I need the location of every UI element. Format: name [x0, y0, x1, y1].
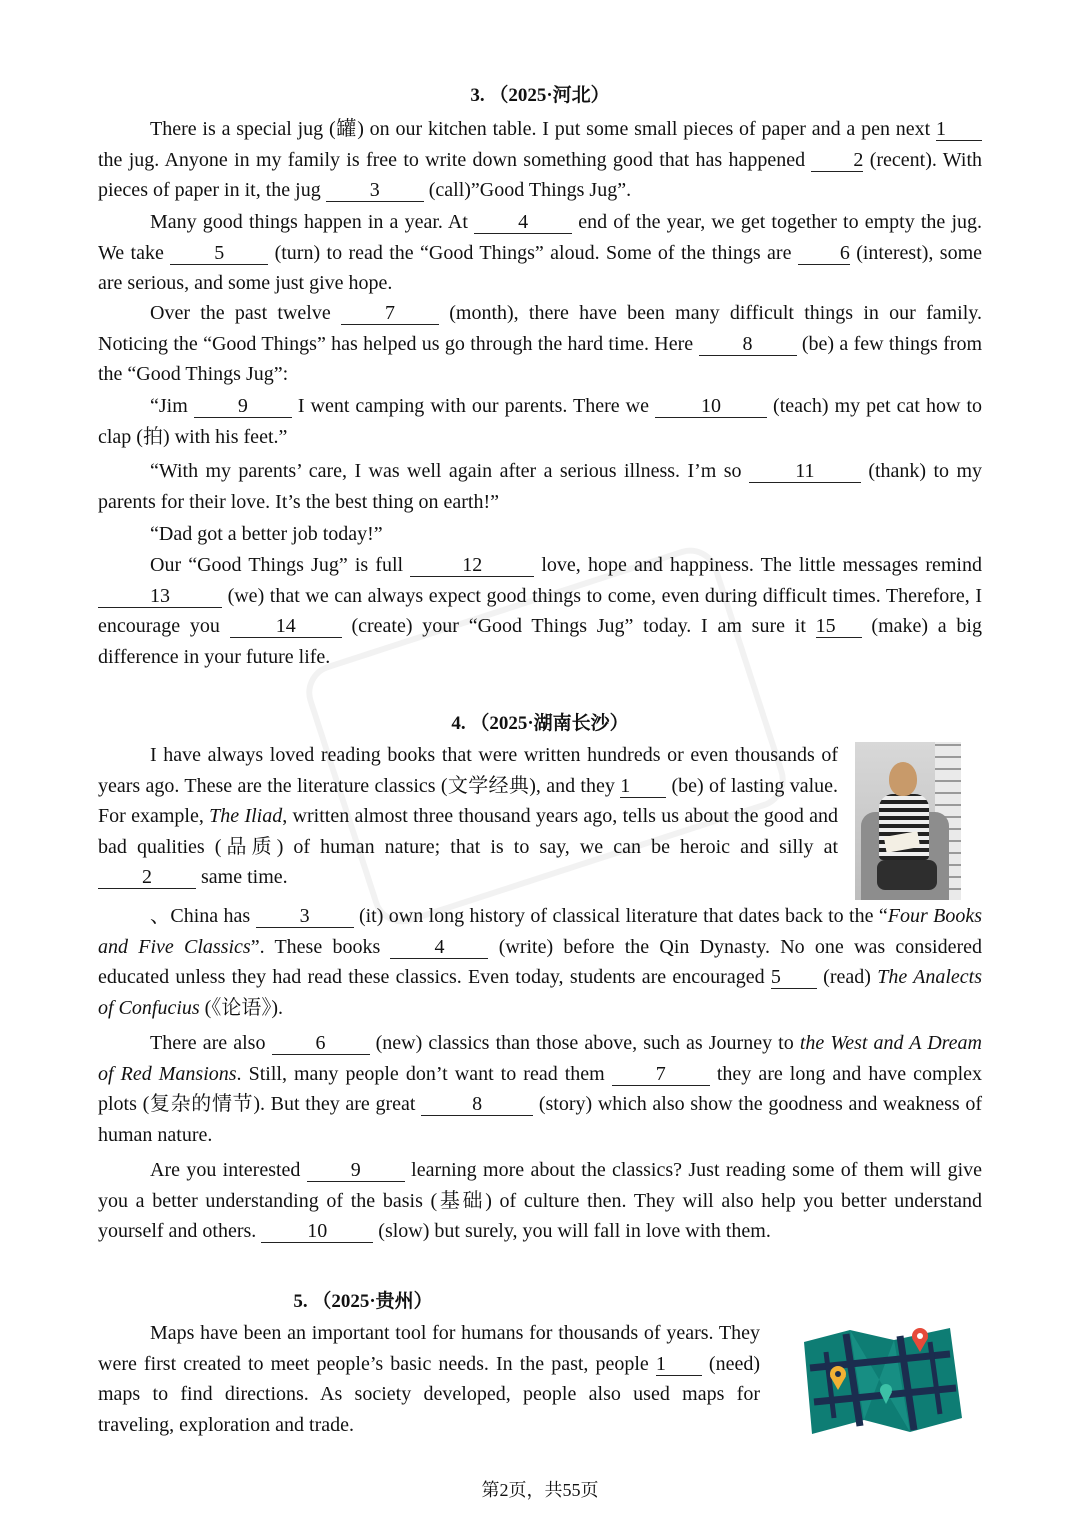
paragraph — [98, 740, 838, 893]
answer-blank-8[interactable]: 8 — [421, 1093, 533, 1116]
text-run: Maps have been an important tool for humans for thousands of years. They were first created to meet people’s basic needs. In the past, people — [98, 1322, 760, 1375]
answer-blank-11[interactable]: 11 — [749, 460, 861, 483]
text-run: (be) of lasting value. For example, — [98, 774, 839, 827]
text-run: (be) a few things from the “Good Things Jug”: — [98, 332, 982, 385]
paragraph — [98, 901, 982, 1023]
answer-blank-3[interactable]: 3 — [256, 905, 354, 928]
text-run: ”. These books — [250, 935, 391, 958]
text-run: love, hope and happiness. The little messages remind — [534, 554, 982, 576]
paragraph — [98, 519, 982, 550]
answer-blank-1[interactable]: 1 — [620, 775, 666, 798]
answer-blank-2[interactable]: 2 — [98, 866, 196, 889]
answer-blank-9[interactable]: 9 — [307, 1159, 405, 1182]
text-run: (call)”Good Things Jug”. — [423, 179, 632, 201]
italic-title: the West and A Dream of Red Mansions — [98, 1032, 982, 1085]
text-run: “Jim — [150, 395, 194, 417]
answer-blank-6[interactable]: 6 — [798, 242, 850, 265]
answer-blank-5[interactable]: 5 — [771, 966, 817, 989]
italic-title: Four Books and Five Classics — [98, 905, 982, 958]
text-run: There is a special jug (罐) on our kitchen table. I put some small pieces of paper and a pen next — [150, 118, 936, 140]
text-run: I went camping with our parents. There we — [291, 395, 656, 417]
answer-blank-5[interactable]: 5 — [170, 242, 268, 265]
italic-title: The Analects of Confucius — [98, 966, 983, 1019]
answer-blank-7[interactable]: 7 — [612, 1063, 710, 1086]
paragraph — [98, 1028, 982, 1150]
girl-reading-photo — [855, 742, 961, 900]
paragraph — [98, 298, 982, 390]
answer-blank-3[interactable]: 3 — [326, 179, 424, 202]
section-title-5: 5. （2025·贵州） — [293, 1291, 433, 1312]
text-run: learning more about the classics? Just reading some of them will give you a better understanding of the basis (基础) of culture then. They will also help you better understand yourself and others. — [98, 1159, 983, 1242]
text-run: There are also — [150, 1032, 272, 1054]
paragraph — [98, 1155, 982, 1247]
text-run: (make) a big difference in your future life. — [98, 615, 982, 668]
text-run: (month), there have been many difficult things in our family. Noticing the “Good Things” has helped us go through the hard time. Here — [98, 302, 982, 355]
text-run: (create) your “Good Things Jug” today. I am sure it — [341, 615, 816, 637]
text-run: Many good things happen in a year. At — [150, 211, 475, 233]
answer-blank-12[interactable]: 12 — [410, 554, 534, 577]
answer-blank-1[interactable]: 1 — [656, 1353, 702, 1376]
answer-blank-2[interactable]: 2 — [811, 149, 863, 172]
text-run: (interest), some are serious, and some just give hope. — [98, 241, 982, 294]
map-icon — [790, 1322, 970, 1438]
text-run: Are you interested — [150, 1159, 307, 1181]
text-run: (it) own long history of classical literature that dates back to the “ — [353, 905, 888, 927]
answer-blank-9[interactable]: 9 — [194, 395, 292, 418]
text-run: (write) before the Qin Dynasty. No one was considered educated unless they had read these classics. Even today, students are encouraged — [98, 935, 982, 988]
italic-title: The Iliad — [209, 805, 283, 827]
text-run: “Dad got a better job today!” — [150, 523, 383, 545]
text-run: (thank) to my parents for their love. It’s the best thing on earth!” — [98, 460, 982, 513]
text-run: (story) which also show the goodness and weakness of human nature. — [98, 1093, 982, 1146]
paragraph — [98, 114, 982, 206]
answer-blank-1[interactable]: 1 — [936, 118, 982, 141]
text-run: (we) that we can always expect good things to come, even during difficult times. Therefore, I encourage you — [98, 584, 982, 637]
paragraph — [98, 207, 982, 299]
text-run: I have always loved reading books that were written hundreds or even thousands of years ago. These are the literature classics (文学经典), and they — [98, 744, 838, 797]
text-run: (new) classics than those above, such as Journey to — [369, 1032, 800, 1054]
text-run: Over the past twelve — [150, 302, 341, 324]
answer-blank-13[interactable]: 13 — [98, 585, 222, 608]
text-run: (slow) but surely, you will fall in love with them. — [373, 1220, 771, 1242]
text-run: Our “Good Things Jug” is full — [150, 554, 411, 576]
answer-blank-4[interactable]: 4 — [390, 936, 488, 959]
text-run: , written almost three thousand years ago, tells us about the good and bad qualities (品质) of human nature; that is to say, we can be heroic and silly at — [98, 805, 838, 858]
paragraph — [98, 456, 982, 517]
page-footer: 第2页，共55页 — [481, 1480, 599, 1500]
paragraph — [98, 550, 982, 672]
text-run: 、China has — [150, 905, 256, 927]
answer-blank-8[interactable]: 8 — [699, 333, 797, 356]
answer-blank-10[interactable]: 10 — [655, 395, 767, 418]
text-run: they are long and have complex plots (复杂的情节). But they are great — [98, 1062, 983, 1115]
text-run: (《论语》). — [199, 996, 283, 1019]
answer-blank-4[interactable]: 4 — [474, 211, 572, 234]
paragraph — [98, 1318, 760, 1440]
answer-blank-7[interactable]: 7 — [341, 302, 439, 325]
answer-blank-15[interactable]: 15 — [816, 615, 862, 638]
text-run: (teach) my pet cat how to clap (拍) with his feet.” — [98, 395, 983, 448]
answer-blank-14[interactable]: 14 — [230, 615, 342, 638]
text-run: . Still, many people don’t want to read them — [236, 1062, 612, 1085]
answer-blank-10[interactable]: 10 — [261, 1220, 373, 1243]
text-run: (need) maps to find directions. As society developed, people also used maps for traveling, exploration and trade. — [98, 1352, 761, 1436]
text-run: “With my parents’ care, I was well again after a serious illness. I’m so — [150, 460, 749, 482]
text-run: same time. — [196, 866, 288, 888]
answer-blank-6[interactable]: 6 — [272, 1032, 370, 1055]
section-title-4: 4. （2025·湖南长沙） — [451, 713, 629, 734]
text-run: (read) — [816, 966, 878, 988]
text-run: (recent). With pieces of paper in it, the jug — [98, 148, 982, 201]
paragraph — [98, 391, 982, 452]
text-run: (turn) to read the “Good Things” aloud. Some of the things are — [268, 241, 798, 264]
text-run: end of the year, we get together to empty the jug. We take — [98, 211, 983, 264]
text-run: the jug. Anyone in my family is free to write down something good that has happened — [98, 148, 812, 171]
section-title-3: 3. （2025·河北） — [470, 85, 610, 106]
